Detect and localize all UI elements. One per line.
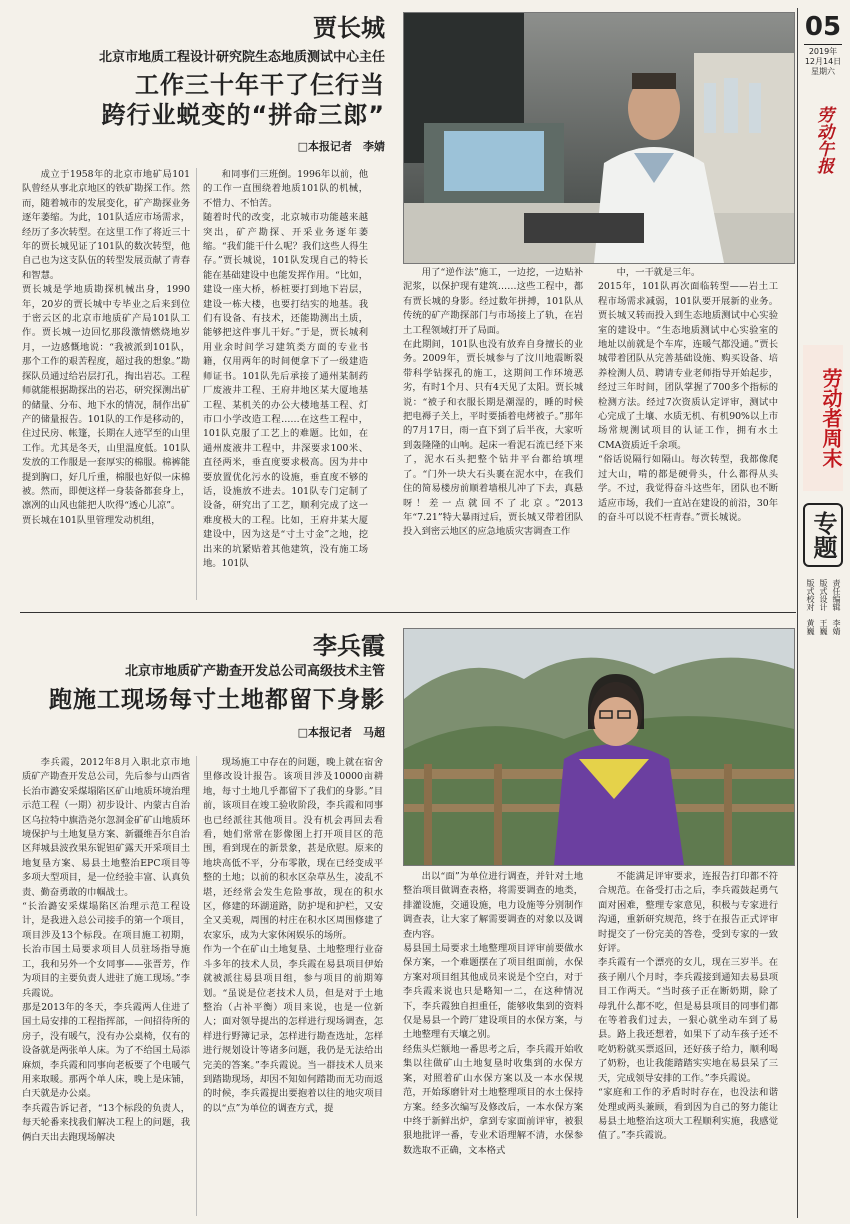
article1-name: 贾长城: [313, 13, 385, 42]
article1-byline: □本报记者 李婧: [297, 140, 385, 153]
article2-column-2-text: 现场施工中存在的问题，晚上就在宿舍里修改设计报告。该项目涉及10000亩耕地，每寸土地几乎都留下了我们的身影。”目前，该项目在竣工验收阶段，李兵霞和同事也已经派往其他项目。没有机会再回去看看，她们常常在影像图上打开项目区的范围，看到现在的新景象，甚是欣慰。原来的地块高低不平，分布零散，现在已经变成平整的土地；以前的积水区杂草丛生，凌乱不堪，还经常会发生危险事故，现在的积水区，修建的环湖道路，防护堤和护栏，又安全又美观，周围的村庄在积水区周围修建了农家乐，成为大家休闲娱乐的场所。 作为一个在矿山土地复垦、土地整理行业奋斗多年的技术人员，李兵霞在易县项目伊始就被派往易县项目组，参与项目的前期筹划。“虽说是位老技术人员，但是对于土地整治（占补平衡）项目来说，也是一位新人；面对领导提出的怎样进行现场调查，怎样进行野簿记录，怎样进行勘查选址，怎样进行规划设计等诸多问题，我仍是无法给出完美的答案。”李兵霞说。当一群技术人员来到踏勘现场，却因不知如何踏勘而无功而返的时候，李兵霞提出要抱着以往的地灾项目的以“点”为单位的调查方式，提: [203, 757, 383, 1114]
article1-column-3-text: 用了“逆作法”施工，一边挖，一边贴补泥浆，以保护现有建筑……这些工程中，都有贾长城的身影。经过数年拼搏，101队从传统的矿产勘探部门与市场接上了轨，在岩土工程领域打开了局面。 在此期间，101队也没有放弃自身擅长的业务。2009年，贾长城参与了汶川地震断裂带科学钻探孔的施工，这期间工作环境恶劣，有时1个月、只有4天见了太阳。贾长城说：“被子和衣服长期是潮湿的，睡的时候把电褥子关上，平时要插着电烤被子。”那年的7月17日，雨一直下到了后半夜，大家听到轰隆隆的山响。起床一看泥石流已经下来了，泥水石头把整个钻井平台都给填埋了。“门外一块大石头裹在泥水中，在我们住的简易楼房前顺着墙根儿冲了下去，真悬呀！差一点就回不了北京。”2013年“7.21”特大暴雨过后，贾长城又带着团队投入到密云地区的应急地质灾害调查工作: [403, 267, 583, 538]
article1-headline-line1: 工作三十年干了仨行当: [135, 71, 385, 99]
column-rule: [196, 756, 197, 1216]
article2-column-3: [403, 870, 583, 1216]
article1-column-2-text: 和同事们三班倒。1996年以前，他的工作一直围绕着地质101队的机械，不惜力、不怕苦。 随着时代的改变，北京城市功能越来越突出，矿产勘探、开采业务逐年萎缩。“我们能干什么呢？我们这些人得生存。”贾长城说，101队发现自己的特长能在基础建设中也能发挥作用。“比如，建设一座大桥，桥桩要打到地下岩层，建设一栋大楼，也要打结实的地基。我们有设备、有技术，还能勘测出土质，能够把这件事儿干好。”于是，贾长城利用业余时间学习建筑类方面的专业书籍，仅用两年的时间便拿下了一级建造师证书。101队先后承接了通州某制药厂废液井工程、王府井地区某大厦地基工程、某机关的办公大楼地基工程、灯市口小学改造工程……在这些工程中，101队克服了工艺上的难题。比如，在通州废液井工程中，井深要求100米、直径两米，垂直度要求极高。因为井中要放置优化污水的设施，垂直度不够的话，设施放不进去。101队专门定制了设备，研究出了工艺，顺利完成了这一难度极大的工程。比如，王府井某大厦建设中，因为这是“寸土寸金”之地，挖出来的坑紧贴着其他建筑，没有施工场地。101队: [203, 169, 368, 569]
article1-subtitle: 北京市地质工程设计研究院生态地质测试中心主任: [98, 50, 385, 65]
article1-column-1-text: 成立于1958年的北京市地矿局101队曾经从事北京地区的铁矿勘探工作。然而，随着城市的发展变化，矿产勘探业务逐年萎缩。为此，101队适应市场需求，经历了多次转型。在这里工作了将近三十年的贾长城见证了101队的数次转型，他自己也为这支队伍的转型发展贡献了青春和智慧。 贾长城是学地质勘探机械出身，1990年，20岁的贾长城中专毕业之后来到位于密云区的北京市地质矿产局101队工作。贾长城一边回忆那段激情燃烧地岁月，一边感慨地说：“我被派到101队，那个工作的艰苦程度，超过我的想象。”勘探队员通过给岩层打孔，掏出岩芯。工程师就能根据勘探出的岩芯，研究探测出矿的储量、分布、地下水的情况，制作出矿产的储量报告。101队的工作是移动的，住过民房、帐篷，长期在人迹罕至的山里工作。尤其是冬天，山里温度低。101队发放的工作服是一套厚实的棉服。棉裤能提到胸口，好几斤重，棉服也好似一床棉被。然而，即便这样一身装备都套身上，凛冽的山风也能把人吹得“透心儿凉”。 贾长城在101队里管理发动机组，: [22, 169, 190, 526]
special-label: 专题: [809, 511, 837, 559]
article1-column-4: [598, 266, 778, 602]
article2-photo: [403, 628, 795, 866]
article1-column-3: [403, 266, 583, 602]
staff-credits: [800, 579, 846, 635]
issue-year: 2019年: [808, 47, 838, 56]
column-rule: [196, 168, 197, 600]
article1-column-2: [203, 168, 368, 600]
article-divider: [20, 612, 796, 613]
issue-weekday: 星期六: [811, 67, 835, 76]
article1-headline-line2: 跨行业蜕变的“拼命三郎”: [101, 101, 385, 129]
article1-column-1: [22, 168, 190, 600]
masthead-logo: 劳动午报: [813, 106, 833, 174]
article2-subtitle: 北京市地质矿产勘查开发总公司高级技术主管: [124, 664, 385, 679]
credit-proofreader: 版式校对 黄巍: [806, 579, 815, 635]
credit-designer: 版式设计 王巍: [819, 579, 828, 635]
article2-column-1-text: 李兵霞，2012年8月入职北京市地质矿产勘查开发总公司，先后参与山西省长治市潞安采煤塌陷区矿山地质环境治理示范工程（一期）初步设计、内蒙古自治区乌拉特中旗浩尧尔忽洞金矿矿山地质环境保护与土地复垦方案、新疆维吾尔自治区拜城县波孜果东铌钽矿露天开采项目土地复垦方案、易县土地整治EPC项目等多项大型项目，是一位经验丰富、认真负责、勤奋勇敢的巾帼战士。 “长治潞安采煤塌陷区治理示范工程设计，是我进入总公司接手的第一个项目，项目涉及13个标段。在项目施工初期，长治市国土局要求项目人员驻场指导施工，我和另外一个女同事——张晋芳，作为项目的主要负责人进驻了施工现场。”李兵霞说。 那是2013年的冬天，李兵霞两人住进了国土局安排的工程指挥部，一间招待所的房子，没有暖气，没有办公桌椅，仅有的设备就是两张单人床。为了不给国土局添麻烦，李兵霞和同事向老板要了个电暖气用来取暖。那两个单人床，晚上是床铺，白天就是办公桌。 李兵霞告诉记者，“13个标段的负责人，每天轮番来找我们解决工程上的问题，我俩白天出去跑现场解决: [22, 757, 190, 1143]
article2-byline: □本报记者 马超: [297, 726, 385, 739]
section-title: 劳动者周末: [803, 345, 843, 491]
sidebar-rule: [797, 8, 798, 1218]
article1-column-4-text: 中，一干就是三年。 2015年，101队再次面临转型——岩土工程市场需求减弱，101队要开展新的业务。贾长城又转而投入到生态地质测试中心实验室的建设中。“生态地质测试中心实验室的地址以前就是个车库，连暖气都没通。”贾长城带着团队从完善基础设施、购买设备、培养检测人员、聘请专业老师指导开始起步，经过三年时间，团队掌握了700多个指标的检测方法。经过7次资质认定评审，测试中心完成了土壤、水质无机、有机90%以上市场常规测试项目的认证工作，拥有水土CMA资质近千余项。 “俗话说隔行如隔山。每次转型，我都像爬过大山，啃的都是硬骨头，什么都得从头学。不过，我觉得奋斗这些年，团队也不断适应市场，我们一直站在建设的前沿，30年的奋斗可以说不枉青春。”贾长城说。: [598, 267, 778, 523]
article1-photo: [403, 12, 795, 264]
page-number: 05: [804, 12, 842, 42]
article2-column-4-text: 不能满足评审要求，连报告打印都不符合规范。在备受打击之后，李兵霞鼓起勇气面对困难，整理专家意见，积极与专家进行沟通，重新研究规范，终于在报告正式评审时提交了一份完美的答卷，受到专家的一致好评。 李兵霞有一个漂亮的女儿，现在三岁半。在孩子刚八个月时，李兵霞接到通知去易县项目工作两天。“当时孩子正在断奶期，除了母乳什么都不吃，但是易县项目的同事们都在等着我们过去，一狠心就坐动车到了易县。路上我还想着，如果下了动车孩子还不吃奶粉就买票返回，还好孩子给力，顺利喝了奶粉，也让我能踏踏实实地在易县呆了三天，完成领导安排的工作。”李兵霞说。 “家庭和工作的矛盾时时存在，也没法和谐处理或两头兼顾，看到因为自己的努力能让易县土地整治这项大工程顺利实施，我感觉值了。”李兵霞说。: [598, 871, 778, 1142]
article2-column-2: [203, 756, 383, 1216]
issue-date: 12月14日: [804, 57, 842, 66]
article2-column-4: [598, 870, 778, 1216]
article2-column-1: [22, 756, 190, 1216]
special-bracket: [803, 503, 843, 567]
article2-name: 李兵霞: [313, 631, 385, 660]
article2-headline: 跑施工现场每寸土地都留下身影: [49, 687, 385, 713]
credit-editor: 责任编辑 李婧: [832, 579, 841, 635]
article2-column-3-text: 出以“面”为单位进行调查，并针对土地整治项目做调查表格，将需要调查的地类，排灌设施，交通设施，电力设施等分别制作调查表，让大家了解需要调查的对象以及调查内容。 易县国土局要求土地整理项目评审前要做水保方案，一个难题摆在了项目组面前，水保方案对项目组其他成员来说是个空白，对于李兵霞来说也只是略知一二，在这种情况下，李兵霞独自担重任，能够收集到的资料仅是易县一个跨厂建设项目的水保方案，与土地整理有天壤之别。 经焦头烂额地一番思考之后，李兵霞开始收集以往做矿山土地复垦时收集到的水保方案，对照着矿山水保方案以及一本水保规范，开始琢磨针对土地整理项目的水土保持方案。经多次编写及修改后，一本水保方案中终于新鲜出炉，拿到专家面前评审，被狠狠地批评一番，专业术语理解不清，水保参数选取不正确，文本格式: [403, 871, 583, 1156]
sidebar: [800, 8, 846, 1218]
